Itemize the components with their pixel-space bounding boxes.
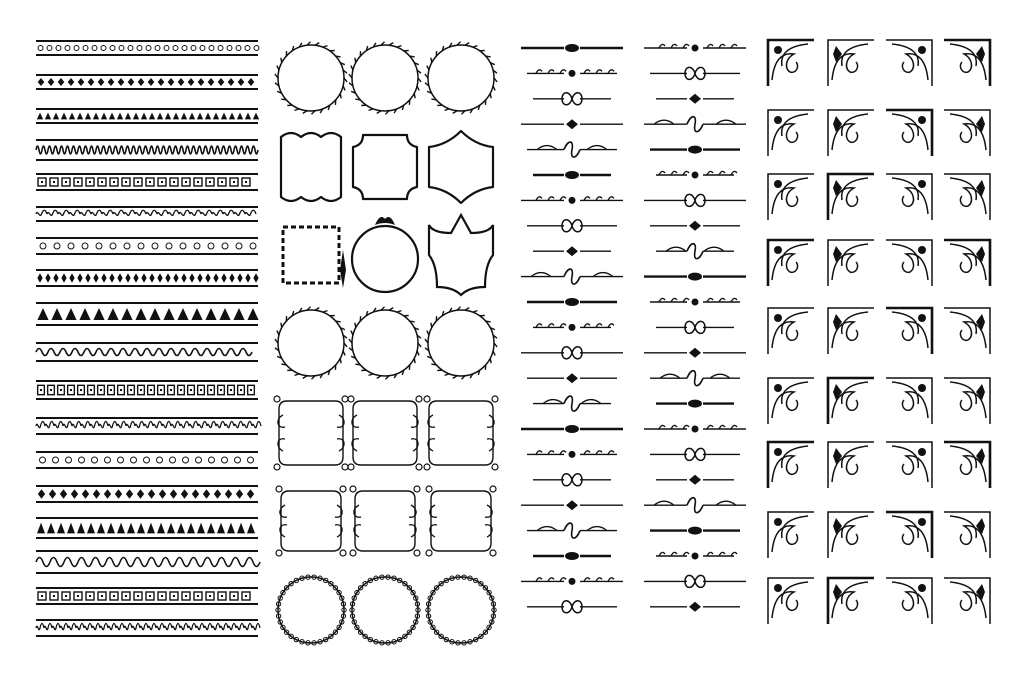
divider-left-1 — [521, 44, 623, 52]
divider-left-21 — [533, 552, 611, 560]
corner-8 — [944, 110, 990, 156]
divider-right-16 — [644, 425, 746, 432]
corner-34 — [828, 578, 874, 624]
frame-6-ogee-frame — [429, 131, 493, 203]
divider-right-2 — [650, 67, 740, 79]
divider-right-23 — [650, 602, 740, 612]
corner-33 — [768, 578, 814, 624]
corner-4 — [944, 40, 990, 86]
border-9-greek-key — [36, 302, 259, 326]
frame-3-thorn-circle — [425, 42, 497, 115]
corner-6 — [828, 110, 874, 156]
border-15-maze-band — [36, 517, 258, 539]
frame-19-scallop-circle — [276, 575, 346, 645]
divider-right-5 — [650, 146, 740, 154]
divider-right-21 — [656, 552, 737, 559]
corner-10 — [828, 174, 874, 220]
border-18-dot-band — [36, 619, 260, 637]
divider-right-7 — [644, 194, 746, 206]
frame-21-pearl-circle — [426, 575, 496, 645]
border-3-triangles — [36, 108, 259, 124]
border-1-lace — [36, 40, 259, 56]
corner-22 — [828, 378, 874, 424]
frame-5-cusp-frame — [353, 135, 417, 199]
frame-10-twig-circle — [275, 307, 347, 380]
border-14-floral-band — [36, 485, 258, 503]
corners-column — [768, 40, 990, 624]
divider-right-14 — [650, 371, 740, 386]
dividers-left-column — [521, 44, 623, 613]
corner-15 — [886, 240, 932, 286]
corner-11 — [886, 174, 932, 220]
corner-2 — [828, 40, 874, 86]
frame-20-beaded-circle — [350, 575, 420, 645]
divider-right-4 — [644, 117, 746, 132]
corner-13 — [768, 240, 814, 286]
corner-14 — [828, 240, 874, 286]
corner-20 — [944, 308, 990, 354]
divider-left-14 — [527, 373, 617, 383]
divider-left-13 — [521, 347, 623, 359]
corner-19 — [886, 308, 932, 354]
corner-1 — [768, 40, 814, 86]
divider-right-6 — [656, 171, 737, 178]
frame-18-scroll-rect-3 — [426, 486, 496, 556]
divider-left-12 — [533, 324, 614, 331]
divider-right-3 — [656, 94, 734, 104]
border-7-dash-blocks — [36, 237, 258, 255]
divider-right-22 — [644, 575, 746, 587]
divider-right-1 — [644, 44, 746, 51]
border-11-triangle-row — [36, 380, 258, 400]
corner-3 — [886, 40, 932, 86]
divider-left-10 — [521, 269, 623, 284]
divider-left-11 — [527, 298, 617, 306]
frames-column — [274, 42, 498, 645]
divider-left-6 — [533, 171, 611, 179]
divider-left-8 — [527, 220, 617, 232]
dividers-right-column — [644, 44, 746, 611]
divider-left-15 — [533, 396, 611, 411]
border-12-chain-links — [36, 417, 261, 435]
divider-left-23 — [527, 601, 617, 613]
corner-35 — [886, 578, 932, 624]
divider-right-11 — [650, 298, 740, 305]
divider-right-13 — [644, 348, 746, 358]
frame-15-swirl-square-3 — [424, 396, 498, 470]
border-17-diamond-lattice-small — [36, 587, 258, 605]
corner-7 — [886, 110, 932, 156]
border-5-vine-flowers — [36, 173, 258, 191]
corner-30 — [828, 512, 874, 558]
divider-left-3 — [533, 93, 611, 105]
frame-17-scroll-rect-2 — [350, 486, 420, 556]
frame-9-gothic-frame — [429, 215, 493, 295]
divider-right-15 — [656, 400, 734, 408]
divider-right-20 — [650, 527, 740, 535]
divider-right-18 — [656, 475, 734, 485]
corner-29 — [768, 512, 814, 558]
frame-2-leaf-circle — [349, 42, 421, 115]
border-6-arrow-chevrons — [36, 206, 258, 222]
corner-24 — [944, 378, 990, 424]
divider-right-19 — [644, 498, 746, 513]
divider-left-17 — [527, 451, 617, 458]
border-2-diamond-dots — [36, 74, 258, 90]
border-8-cross-pattern — [36, 269, 259, 287]
corner-18 — [828, 308, 874, 354]
corner-27 — [886, 442, 932, 488]
frame-14-swirl-square-2 — [348, 396, 422, 470]
divider-right-12 — [656, 321, 734, 333]
corner-17 — [768, 308, 814, 354]
divider-left-22 — [521, 578, 623, 585]
corner-21 — [768, 378, 814, 424]
border-4-floral-garland — [36, 139, 258, 161]
corner-5 — [768, 110, 814, 156]
frame-16-scroll-rect — [276, 486, 346, 556]
divider-right-10 — [644, 273, 746, 281]
divider-left-2 — [527, 70, 617, 77]
corner-9 — [768, 174, 814, 220]
divider-right-9 — [656, 244, 734, 259]
corner-31 — [886, 512, 932, 558]
border-16-diamond-lattice — [36, 550, 260, 574]
frame-11-vine-circle — [349, 307, 421, 380]
corner-36 — [944, 578, 990, 624]
corner-26 — [828, 442, 874, 488]
divider-left-16 — [521, 425, 623, 433]
frame-12-fern-circle — [425, 307, 497, 380]
corner-32 — [944, 512, 990, 558]
frame-13-swirl-square — [274, 396, 348, 470]
frame-4-cloud-frame — [281, 133, 341, 201]
divider-right-17 — [650, 448, 740, 460]
corner-25 — [768, 442, 814, 488]
divider-left-9 — [533, 246, 611, 256]
divider-left-5 — [527, 142, 617, 157]
divider-left-18 — [533, 474, 611, 486]
frame-7-dotted-square — [283, 227, 346, 288]
divider-left-19 — [521, 500, 623, 510]
border-13-leaf-scroll — [36, 451, 258, 469]
border-10-scroll-wave — [36, 342, 258, 362]
corner-23 — [886, 378, 932, 424]
divider-right-8 — [650, 221, 740, 231]
frame-8-crowned-circle — [352, 217, 418, 292]
divider-left-4 — [521, 119, 623, 129]
corner-12 — [944, 174, 990, 220]
frame-1-laurel-circle — [275, 42, 347, 115]
corner-16 — [944, 240, 990, 286]
divider-left-20 — [527, 523, 617, 538]
corner-28 — [944, 442, 990, 488]
borders-column — [36, 40, 261, 637]
divider-left-7 — [521, 197, 623, 204]
